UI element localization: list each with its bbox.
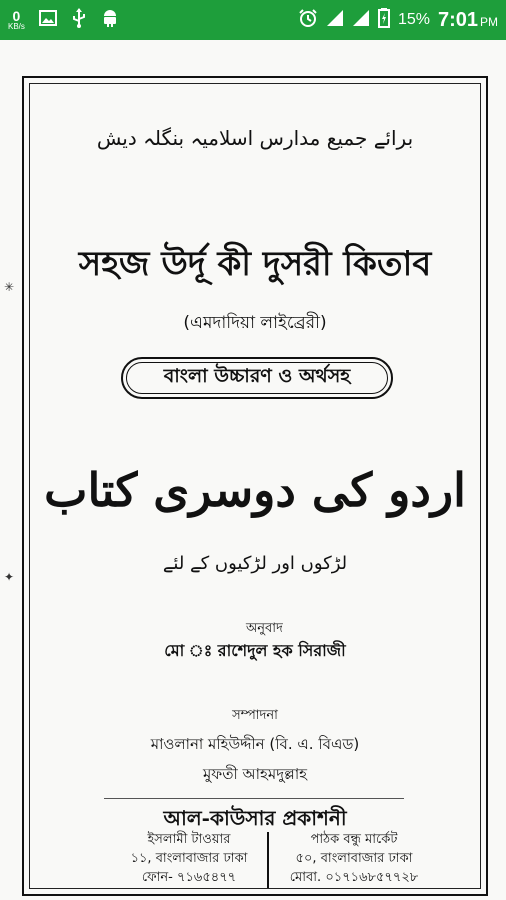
battery-percent: 15% (397, 11, 430, 28)
book-title-urdu: اردو کی دوسری کتاب (44, 463, 466, 517)
translation-label: অনুবাদ (246, 621, 283, 636)
status-bar-right (298, 8, 498, 32)
android-icon (101, 8, 119, 32)
top-urdu-line: برائے جمیع مدارس اسلامیہ بنگلہ دیش (96, 126, 414, 150)
divider-line (104, 798, 404, 799)
network-speed (8, 9, 25, 31)
network-speed-unit: KB/s (8, 22, 25, 31)
scan-mark: ✦ (4, 570, 15, 584)
publisher-address-right (274, 830, 434, 887)
editor-name-1: মাওলানা মহিউদ্দীন (বি. এ. বিএড) (150, 735, 360, 753)
pronunciation-badge-text: বাংলা উচ্চারণ ও অর্থসহ (163, 365, 351, 387)
clock-ampm: PM (480, 14, 498, 29)
battery-icon (378, 8, 390, 32)
address-line: ৫০, বাংলাবাজার ঢাকা (295, 851, 413, 866)
pronunciation-badge (121, 357, 393, 399)
gallery-icon (39, 10, 57, 30)
library-name: (এমদাদিয়া লাইব্রেরী) (183, 313, 327, 333)
clock (438, 9, 498, 32)
book-page-image (0, 40, 506, 900)
page-frame (22, 76, 488, 896)
usb-icon (71, 8, 87, 32)
address-line: পাঠক বন্ধু মার্কেট (310, 832, 398, 847)
address-line: ১১, বাংলাবাজার ঢাকা (130, 851, 248, 866)
editor-name-2: মুফতী আহমদুল্লাহ (202, 765, 308, 783)
network-speed-value: 0 (12, 8, 21, 24)
scan-mark: ✳ (4, 280, 15, 294)
publisher-name: আল-কাউসার প্রকাশনী (163, 806, 347, 830)
address-separator (267, 832, 269, 888)
phone-line: ফোন- ৭১৬৫৪৭৭ (141, 870, 237, 885)
subtitle-urdu: لڑکوں اور لڑکیوں کے لئے (162, 553, 348, 574)
status-bar-left (8, 8, 119, 32)
clock-time: 7:01 (437, 8, 478, 31)
alarm-icon (298, 8, 318, 32)
signal-icon (326, 9, 344, 31)
book-title-bengali: সহজ উর্দূ কী দুসরী কিতাব (78, 244, 432, 284)
editor-label: সম্পাদনা (232, 708, 278, 723)
translator-name: মো ঃ রাশেদুল হক সিরাজী (164, 641, 346, 660)
address-line: ইসলামী টাওয়ার (147, 832, 231, 847)
signal-icon (352, 9, 370, 31)
publisher-address-left (114, 830, 264, 887)
phone-line: মোবা. ০১৭১৬৮৫৭৭২৮ (289, 870, 419, 885)
status-bar (0, 0, 506, 40)
